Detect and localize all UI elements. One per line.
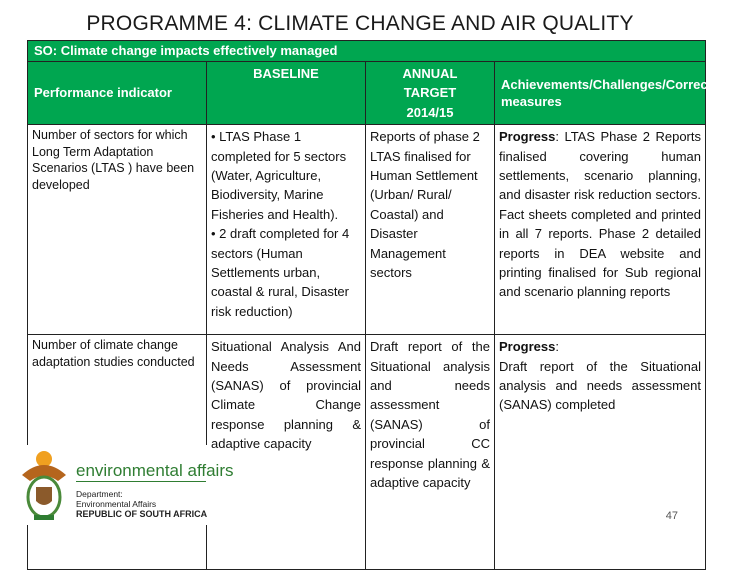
achievement-cell: Progress: Draft report of the Situational analysis and needs assessment (SANAS) completed <box>495 335 706 570</box>
header-row <box>28 62 706 125</box>
baseline-cell: Situational Analysis And Needs Assessment (SANAS) of provincial Climate Change response planning & adaptive capacity <box>207 335 366 570</box>
so-row <box>28 41 706 62</box>
header-baseline: BASELINE <box>207 62 366 125</box>
header-target-1: ANNUAL <box>402 66 458 81</box>
table-row <box>28 125 706 335</box>
page-number: 47 <box>665 510 678 522</box>
baseline-item: • 2 draft completed for 4 sectors (Human Settlements urban, coastal & rural, Disaster risk reduction) <box>211 226 350 319</box>
logo-country: REPUBLIC OF SOUTH AFRICA <box>76 509 208 519</box>
header-achievements: Achievements/Challenges/Corrective measures <box>495 62 706 125</box>
logo-dept-name: Environmental Affairs <box>76 499 157 509</box>
target-cell: Reports of phase 2 LTAS finalised for Human Settlement (Urban/ Rural/ Coastal) and Disaster Management sectors <box>366 125 495 335</box>
logo-dept <box>76 489 207 519</box>
indicator-cell: Number of sectors for which Long Term Adaptation Scenarios (LTAS ) have been developed <box>28 125 207 335</box>
indicator-cell: Number of climate change adaptation studies conducted <box>28 335 207 570</box>
header-target-2: TARGET <box>403 85 457 101</box>
header-target <box>366 62 495 125</box>
achievement-text: Draft report of the Situational analysis and needs assessment (SANAS) completed <box>499 358 701 413</box>
logo-dept-label: Department: <box>76 489 123 499</box>
department-logo <box>18 445 234 525</box>
target-cell: Draft report of the Situational analysis and needs assessment (SANAS) of provincial CC response planning & adaptive capacity <box>366 335 495 570</box>
slide-title: PROGRAMME 4: CLIMATE CHANGE AND AIR QUALITY <box>86 12 634 35</box>
baseline-cell <box>207 125 366 335</box>
progress-label: Progress <box>499 339 556 355</box>
header-indicator: Performance indicator <box>28 62 207 125</box>
logo-name: environmental affairs <box>76 461 234 480</box>
achievement-cell <box>495 125 706 335</box>
header-target-3: 2014/15 <box>406 104 454 120</box>
progress-label: Progress <box>499 129 556 145</box>
so-label: SO: Climate change impacts effectively managed <box>28 41 366 62</box>
baseline-item: • LTAS Phase 1 completed for 5 sectors (Water, Agriculture, Biodiversity, Marine Fisheries and Health). <box>211 129 347 222</box>
coat-of-arms-icon <box>18 445 70 523</box>
so-fill <box>366 41 706 62</box>
achievement-text: : LTAS Phase 2 Reports finalised covering human settlements, scenario planning, and disaster risk reduction sectors. Fact sheets completed and printed in all 7 reports. Phase 2 detailed reports in DEA website and printing finalised for Sub regional and scenario planning reports <box>499 129 701 300</box>
